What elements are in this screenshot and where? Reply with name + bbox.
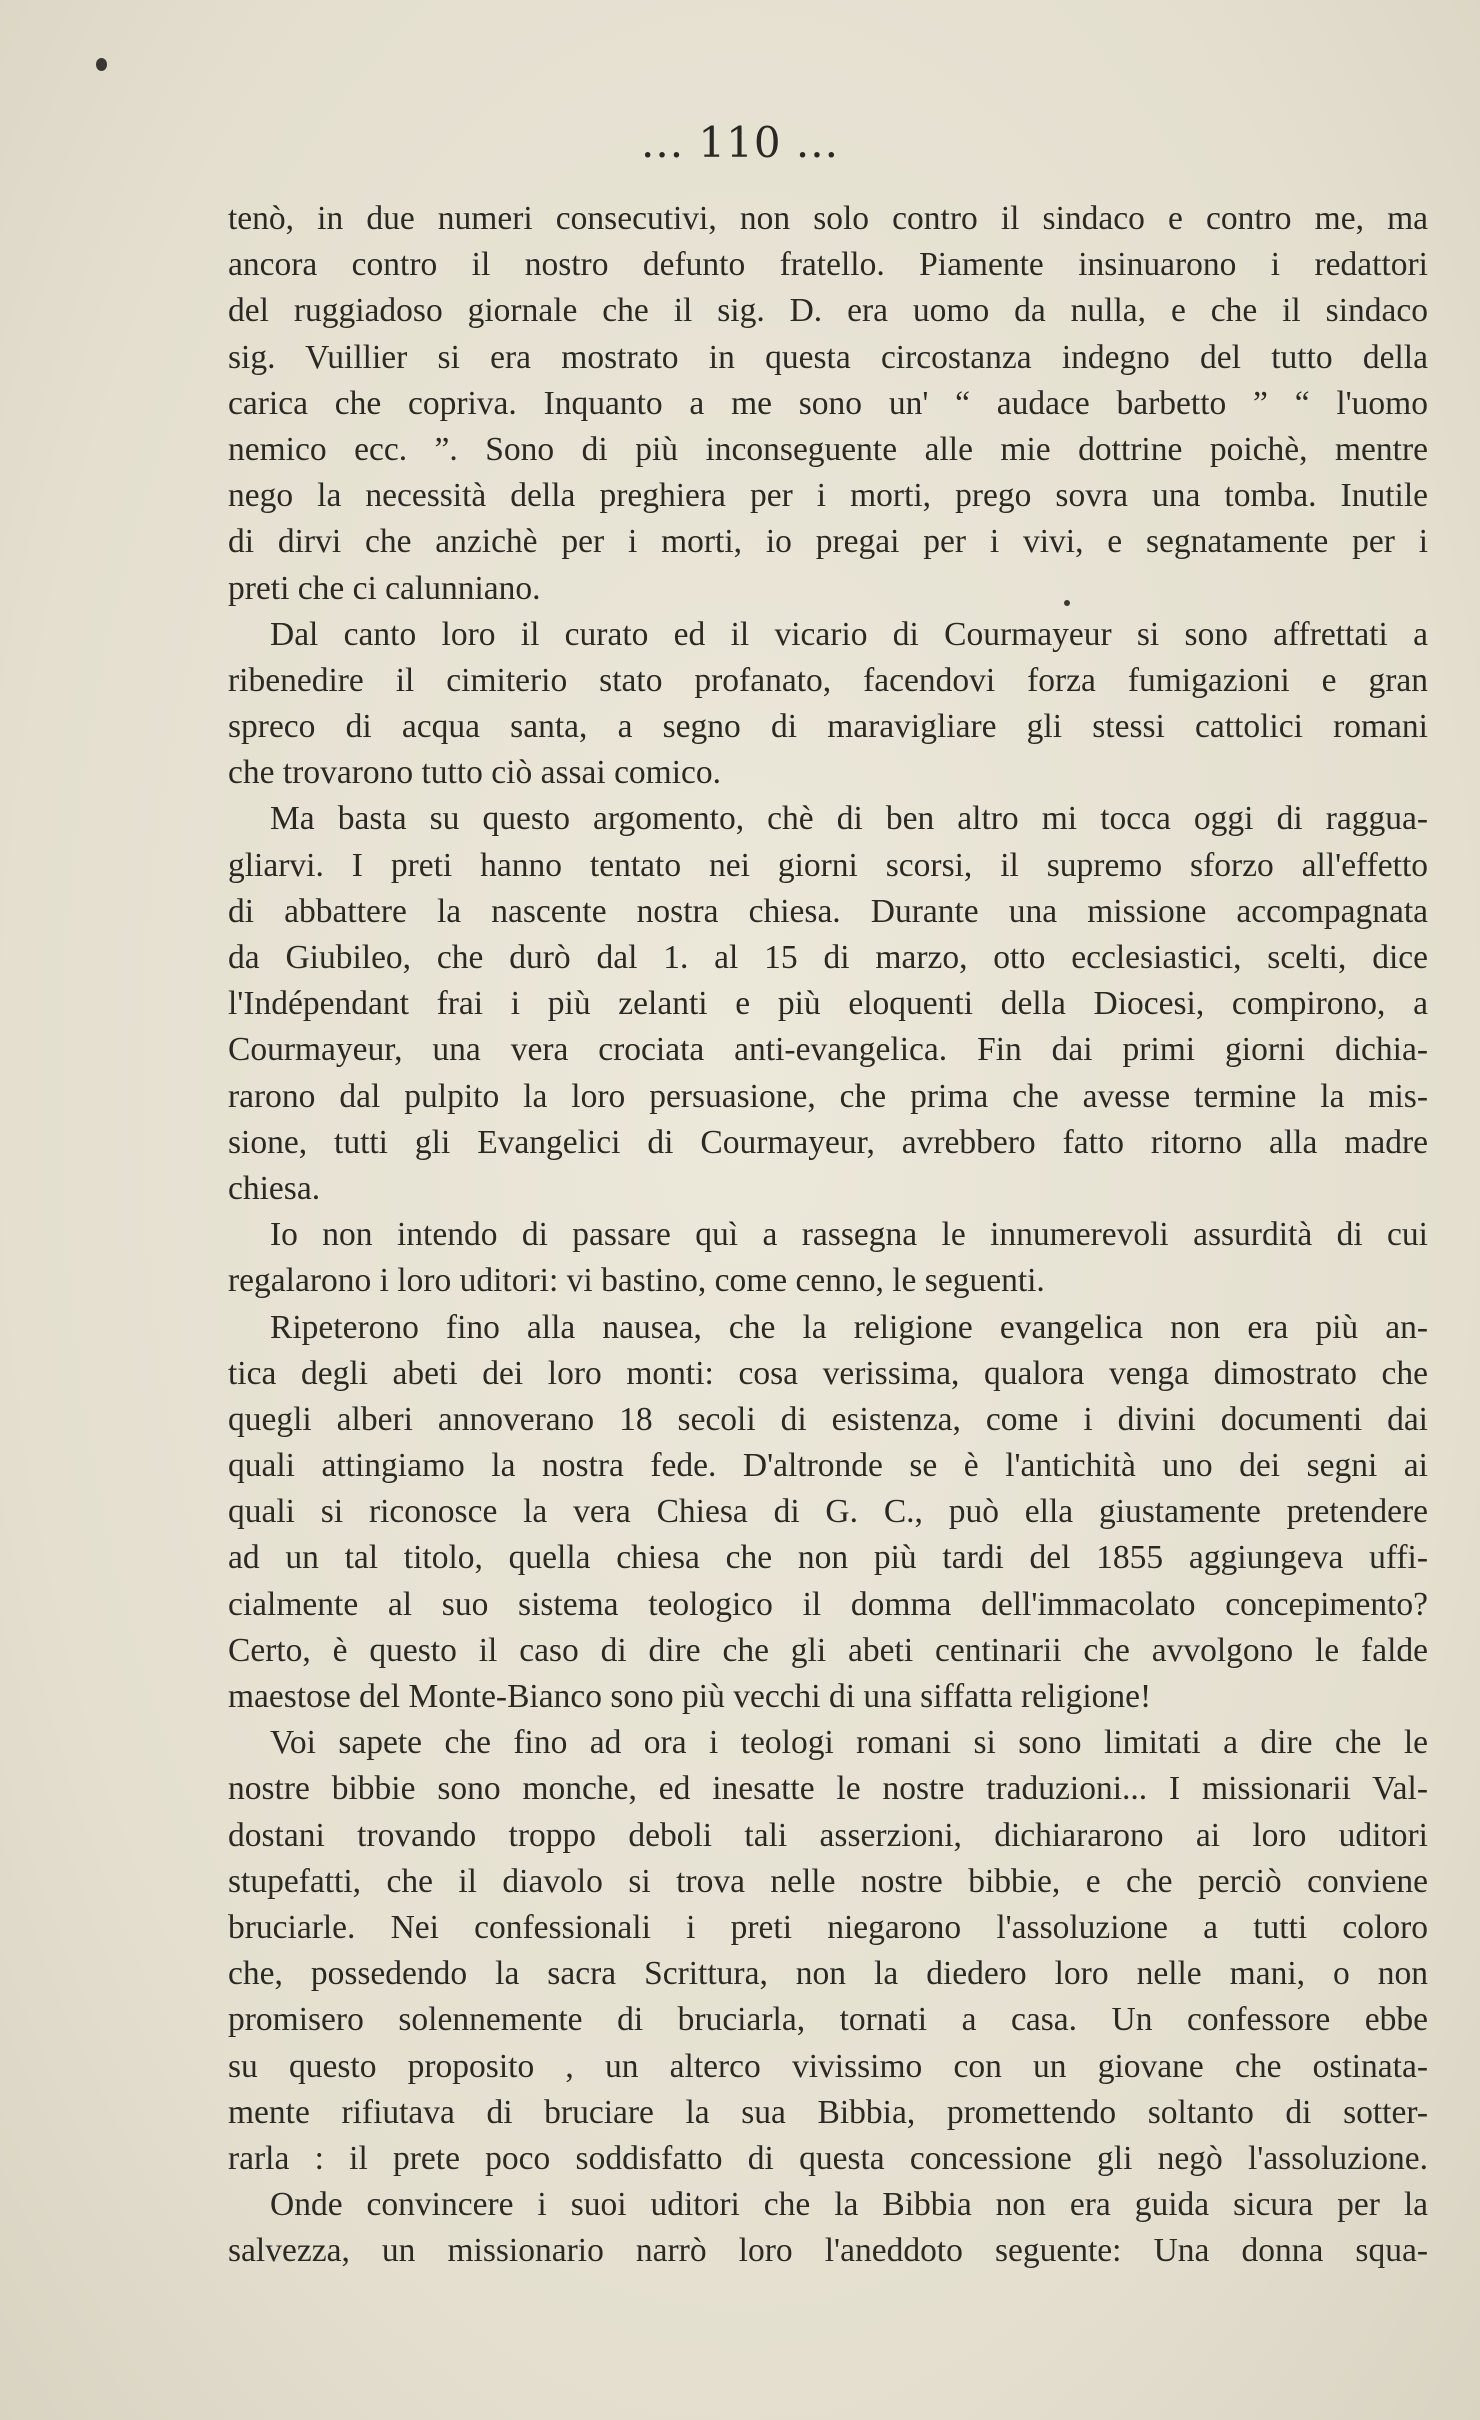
- text-line: tenò, in due numeri consecutivi, non solo contro il sindaco e contro me, ma: [228, 200, 1428, 237]
- text-line: l'Indépendant frai i più zelanti e più eloquenti della Diocesi, compirono, a: [228, 985, 1428, 1023]
- text-line: bruciarle. Nei confessionali i preti niegarono l'assoluzione a tutti coloro: [228, 1908, 1428, 1946]
- text-line: ad un tal titolo, quella chiesa che non più tardi del 1855 aggiungeva uffi-: [228, 1539, 1428, 1577]
- text-line: regalarono i loro uditori: vi bastino, come cenno, le seguenti.: [228, 1262, 1045, 1300]
- text-line: Ma basta su questo argomento, chè di ben altro mi tocca oggi di raggua-: [270, 800, 1428, 838]
- text-line: Onde convincere i suoi uditori che la Bibbia non era guida sicura per la: [270, 2186, 1428, 2224]
- text-line: ribenedire il cimiterio stato profanato, facendovi forza fumigazioni e gran: [228, 661, 1428, 699]
- page-number: ... 110 ...: [641, 118, 839, 167]
- text-line: cialmente al suo sistema teologico il domma dell'immacolato concepimento?: [228, 1585, 1428, 1623]
- text-line: carica che copriva. Inquanto a me sono un' “ audace barbetto ” “ l'uomo: [228, 384, 1428, 422]
- text-line: rarla : il prete poco soddisfatto di questa concessione gli negò l'assoluzione.: [228, 2139, 1428, 2177]
- text-line: dostani trovando troppo deboli tali asserzioni, dichiararono ai loro uditori: [228, 1816, 1428, 1854]
- text-line: rarono dal pulpito la loro persuasione, che prima che avesse termine la mis-: [228, 1077, 1428, 1115]
- body-text: [228, 196, 1428, 2274]
- text-line: Io non intendo di passare quì a rassegna le innumerevoli assurdità di cui: [270, 1216, 1428, 1254]
- text-line: di dirvi che anzichè per i morti, io pregai per i vivi, e segnatamente per i: [228, 523, 1428, 561]
- text-line: che, possedendo la sacra Scrittura, non la diedero loro nelle mani, o non: [228, 1955, 1428, 1993]
- text-line: quali attingiamo la nostra fede. D'altronde se è l'antichità uno dei segni ai: [228, 1447, 1428, 1485]
- text-line: nostre bibbie sono monche, ed inesatte le nostre traduzioni... I missionarii Val-: [228, 1770, 1428, 1808]
- text-line: spreco di acqua santa, a segno di maravigliare gli stessi cattolici romani: [228, 708, 1428, 746]
- text-line: salvezza, un missionario narrò loro l'aneddoto seguente: Una donna squa-: [228, 2232, 1428, 2270]
- text-line: nemico ecc. ”. Sono di più inconseguente alle mie dottrine poichè, mentre: [228, 430, 1428, 468]
- text-line: del ruggiadoso giornale che il sig. D. era uomo da nulla, e che il sindaco: [228, 292, 1428, 330]
- text-line: preti che ci calunniano.: [228, 569, 541, 607]
- ink-speck: [96, 58, 107, 71]
- text-line: chiesa.: [228, 1169, 321, 1207]
- text-line: maestose del Monte-Bianco sono più vecchi di una siffatta religione!: [228, 1678, 1152, 1715]
- text-line: di abbattere la nascente nostra chiesa. Durante una missione accompagnata: [228, 892, 1428, 930]
- text-line: Voi sapete che fino ad ora i teologi romani si sono limitati a dire che le: [270, 1724, 1428, 1762]
- text-line: Certo, è questo il caso di dire che gli abeti centinarii che avvolgono le falde: [228, 1631, 1428, 1669]
- text-line: da Giubileo, che durò dal 1. al 15 di marzo, otto ecclesiastici, scelti, dice: [228, 939, 1428, 976]
- text-line: promisero solennemente di bruciarla, tornati a casa. Un confessore ebbe: [228, 2001, 1428, 2039]
- text-line: mente rifiutava di bruciare la sua Bibbia, promettendo soltanto di sotter-: [228, 2093, 1428, 2131]
- text-line: Ripeterono fino alla nausea, che la religione evangelica non era più an-: [270, 1308, 1428, 1346]
- text-line: quegli alberi annoverano 18 secoli di esistenza, come i divini documenti dai: [228, 1400, 1428, 1438]
- text-line: nego la necessità della preghiera per i morti, prego sovra una tomba. Inutile: [228, 477, 1428, 515]
- text-line: quali si riconosce la vera Chiesa di G. C., può ella giustamente pretendere: [228, 1493, 1428, 1531]
- text-line: su questo proposito , un alterco vivissimo con un giovane che ostinata-: [228, 2047, 1428, 2085]
- text-line: tica degli abeti dei loro monti: cosa verissima, qualora venga dimostrato che: [228, 1354, 1428, 1392]
- text-line: sione, tutti gli Evangelici di Courmayeur, avrebbero fatto ritorno alla madre: [228, 1123, 1428, 1161]
- text-line: Dal canto loro il curato ed il vicario di Courmayeur si sono affrettati a: [270, 615, 1428, 653]
- text-line: gliarvi. I preti hanno tentato nei giorni scorsi, il supremo sforzo all'effetto: [228, 846, 1428, 884]
- text-line: Courmayeur, una vera crociata anti-evangelica. Fin dai primi giorni dichia-: [228, 1031, 1428, 1069]
- text-line: ancora contro il nostro defunto fratello. Piamente insinuarono i redattori: [228, 246, 1428, 284]
- text-line: stupefatti, che il diavolo si trova nelle nostre bibbie, e che perciò conviene: [228, 1862, 1428, 1900]
- text-line: che trovarono tutto ciò assai comico.: [228, 754, 722, 792]
- text-line: sig. Vuillier si era mostrato in questa circostanza indegno del tutto della: [228, 338, 1428, 376]
